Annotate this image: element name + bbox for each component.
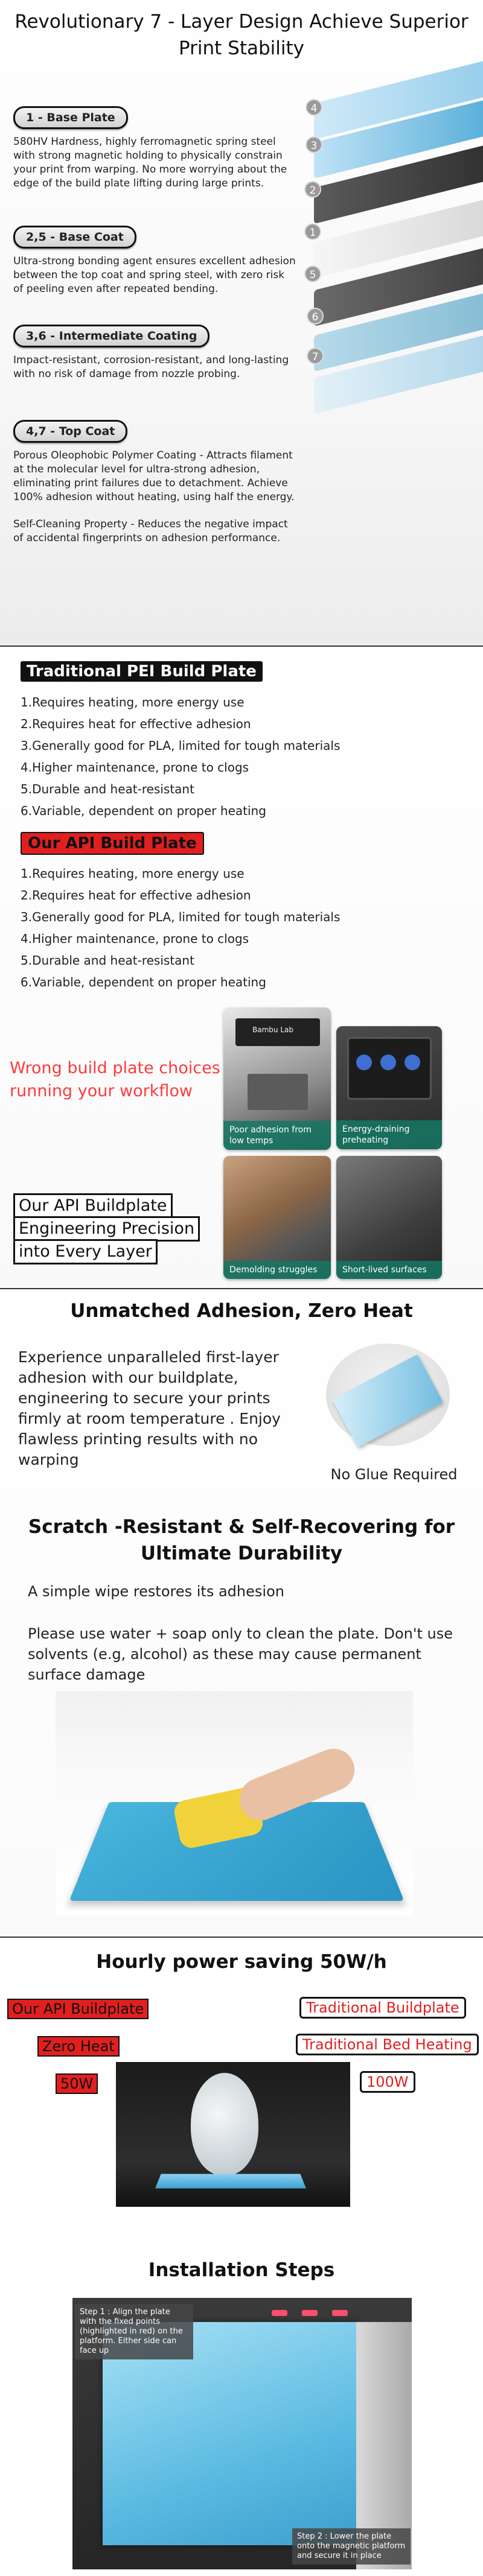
- traditional-buildplate-tag: Traditional Buildplate: [299, 1997, 466, 2019]
- layers-section: [0, 0, 483, 646]
- printer-brand-text: Bambu Lab: [252, 1026, 293, 1034]
- plate-corner-illustration: [326, 1344, 450, 1446]
- layer-label: 4,7 - Top Coat: [13, 420, 127, 443]
- screen-icon: [380, 1055, 396, 1070]
- layer-number-badge: 4: [305, 99, 322, 116]
- photo-caption: Short-lived surfaces: [336, 1261, 442, 1279]
- photo-demolding: [223, 1156, 331, 1279]
- layer-number-badge: 3: [305, 136, 322, 153]
- photo-poor-adhesion: [223, 1007, 331, 1150]
- adhesion-description: Experience unparalleled first-layer adhesion with our buildplate, engineering to secure your prints firmly at room temperature . Enjoy flawless printing results with no warping: [18, 1348, 281, 1468]
- layer-label: 3,6 - Intermediate Coating: [13, 325, 210, 347]
- our-watts-tag: 50W: [56, 2073, 98, 2094]
- layer-number-badge: 2: [304, 181, 321, 198]
- layer-description: Porous Oleophobic Polymer Coating - Attracts filament at the molecular level for ultra-strong adhesion, eliminating print failures due to detachment. Achieve 100% adhesion without heating, using half the energy.: [13, 449, 295, 503]
- scratch-title: Scratch -Resistant & Self-Recovering for Ultimate Durability: [28, 1516, 455, 1564]
- cleaning-instructions: Please use water + soap only to clean the plate. Don't use solvents (e.g, alcohol) as these may cause permanent surface damage: [28, 1625, 453, 1683]
- api-plate-label: Our API Build Plate: [21, 832, 204, 855]
- wipe-text: A simple wipe restores its adhesion: [28, 1583, 284, 1600]
- installation-section: [0, 2253, 483, 2576]
- layer-label: 1 - Base Plate: [13, 106, 128, 129]
- layers-title: Revolutionary 7 - Layer Design Achieve Superior Print Stability: [14, 11, 469, 59]
- fixed-point-marker: [302, 2310, 318, 2316]
- plate-shape: [332, 1354, 443, 1448]
- photo-caption: Poor adhesion from low temps: [223, 1121, 331, 1150]
- layer-stack-illustration: [296, 78, 483, 392]
- photo-caption: Demolding struggles: [223, 1261, 331, 1279]
- list-item: 3.Generally good for PLA, limited for tough materials: [21, 738, 341, 753]
- api-feature-list: [21, 863, 359, 993]
- layer-label: 2,5 - Base Coat: [13, 226, 136, 249]
- layer-number-badge: 1: [304, 223, 321, 240]
- fixed-point-marker: [332, 2310, 348, 2316]
- list-item: 4.Higher maintenance, prone to clogs: [21, 931, 249, 946]
- list-item: 6.Variable, dependent on proper heating: [21, 975, 266, 989]
- list-item: 5.Durable and heat-resistant: [21, 953, 194, 968]
- layer-number-badge: 7: [307, 347, 324, 364]
- step-2-caption: Step 2 : Lower the plate onto the magnetic platform and secure it in place: [292, 2528, 411, 2565]
- comparison-section: [0, 646, 483, 1288]
- list-item: 5.Durable and heat-resistant: [21, 782, 194, 796]
- list-item: 2.Requires heat for effective adhesion: [21, 888, 251, 903]
- step-1-caption: Step 1 : Align the plate with the fixed points (highlighted in red) on the platform. Either side can face up: [75, 2304, 193, 2359]
- list-item: 6.Variable, dependent on proper heating: [21, 804, 266, 818]
- traditional-watts-tag: 100W: [360, 2071, 415, 2093]
- layer-description: 580HV Hardness, highly ferromagnetic spring steel with strong magnetic holding to physically constrain your print from warping. No more worrying about the edge of the build plate lifting during large prints.: [13, 136, 287, 189]
- layer-item-base-coat: [13, 226, 297, 296]
- display-screen-shape: [347, 1037, 432, 1100]
- layer-description: Impact-resistant, corrosion-resistant, and long-lasting with no risk of damage from nozzle probing.: [13, 354, 289, 380]
- layer-number-badge: 6: [307, 308, 324, 325]
- list-item: 4.Higher maintenance, prone to clogs: [21, 760, 249, 775]
- list-item: 1.Requires heating, more energy use: [21, 695, 245, 709]
- slogan-line: into Every Layer: [13, 1239, 158, 1264]
- traditional-plate-label: Traditional PEI Build Plate: [21, 661, 263, 682]
- photo-caption: Energy-draining preheating: [336, 1120, 442, 1149]
- zero-heat-tag: Zero Heat: [37, 2036, 120, 2057]
- printer-photo: [116, 2062, 350, 2207]
- layer-number-badge: 5: [304, 265, 321, 282]
- layer-description-secondary: Self-Cleaning Property - Reduces the negative impact of accidental fingerprints on adhesion performance.: [13, 518, 288, 544]
- layer-item-top-coat: [13, 420, 297, 545]
- layer-item-intermediate-coating: [13, 325, 297, 381]
- wrong-choice-text: Wrong build plate choices running your workflow: [10, 1059, 220, 1100]
- slogan-line: Engineering Precision: [13, 1216, 200, 1242]
- wiping-photo: [56, 1691, 413, 1915]
- plate-shape: [155, 2174, 306, 2188]
- photo-short-lived-surfaces: [336, 1156, 442, 1279]
- list-item: 1.Requires heating, more energy use: [21, 866, 245, 881]
- no-glue-label: No Glue Required: [330, 1466, 458, 1483]
- installation-title: Installation Steps: [148, 2259, 335, 2281]
- vase-shape: [191, 2073, 258, 2175]
- list-item: 3.Generally good for PLA, limited for tough materials: [21, 910, 341, 924]
- layer-item-base-plate: [13, 106, 297, 191]
- layer-description: Ultra-strong bonding agent ensures excellent adhesion between the top coat and spring steel, with zero risk of peeling even after repeated bending.: [13, 255, 296, 295]
- power-section: [0, 1937, 483, 2253]
- adhesion-title: Unmatched Adhesion, Zero Heat: [70, 1300, 413, 1322]
- traditional-heating-tag: Traditional Bed Heating: [296, 2034, 479, 2055]
- screen-icon: [405, 1055, 420, 1070]
- screen-icon: [356, 1055, 372, 1070]
- slogan-line: Our API Buildplate: [13, 1193, 173, 1219]
- photo-energy-preheating: [336, 1026, 442, 1149]
- power-title: Hourly power saving 50W/h: [96, 1951, 387, 1973]
- adhesion-section: [0, 1288, 483, 1937]
- our-buildplate-tag: Our API Buildplate: [7, 1999, 149, 2019]
- fixed-point-marker: [272, 2310, 287, 2316]
- list-item: 2.Requires heat for effective adhesion: [21, 717, 251, 731]
- traditional-feature-list: [21, 691, 359, 822]
- print-bed-shape: [248, 1074, 308, 1110]
